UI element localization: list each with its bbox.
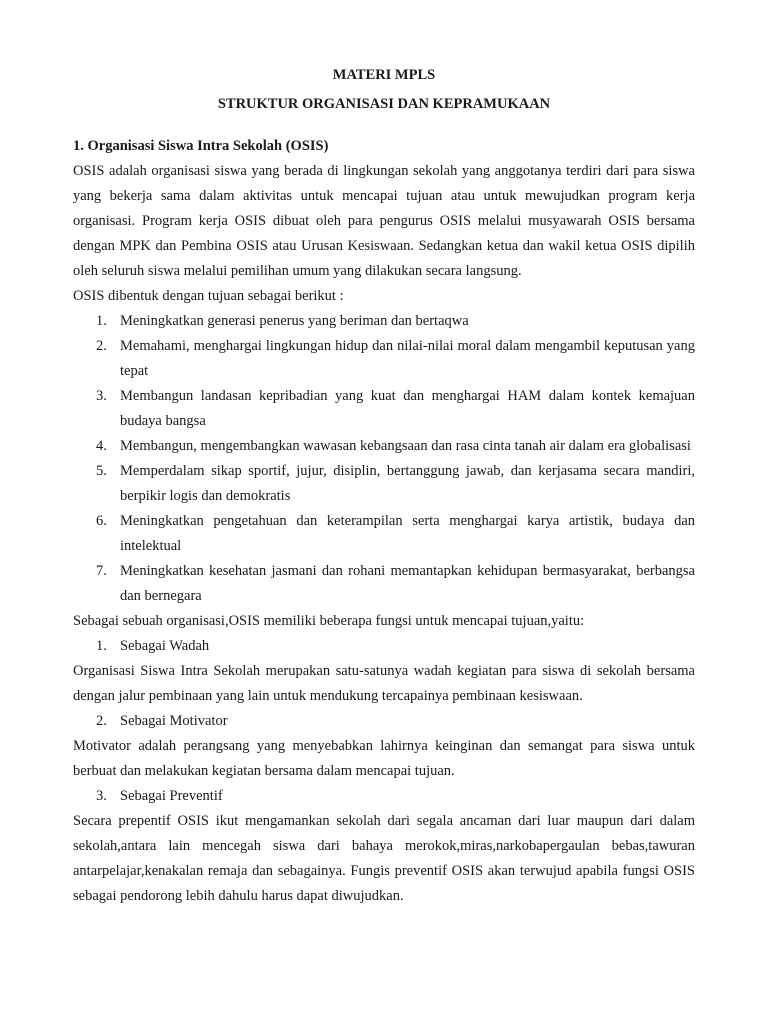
list-text: Meningkatkan pengetahuan dan keterampilan serta menghargai karya artistik, budaya dan intelektual bbox=[120, 513, 695, 554]
document-title: MATERI MPLS bbox=[332, 67, 436, 83]
function-item bbox=[73, 634, 695, 659]
functions-list-3 bbox=[73, 784, 695, 809]
list-text: Meningkatkan generasi penerus yang beriman dan bertaqwa bbox=[120, 313, 469, 329]
document-page bbox=[73, 0, 695, 909]
osis-intro-paragraph: OSIS adalah organisasi siswa yang berada di lingkungan sekolah yang anggotanya terdiri dari para siswa yang bekerja sama dalam aktivitas untuk mencapai tujuan atau untuk mewujudkan program kerja organisasi. Program kerja OSIS dibuat oleh para pengurus OSIS melalui musyawarah OSIS bersama dengan MPK dan Pembina OSIS atau Urusan Kesiswaan. Sedangkan ketua dan wakil ketua OSIS dipilih oleh seluruh siswa melalui pemilihan umum yang dilakukan secara langsung. bbox=[73, 163, 695, 279]
list-number: 4. bbox=[96, 438, 107, 454]
goals-lead: OSIS dibentuk dengan tujuan sebagai berikut : bbox=[73, 288, 344, 304]
function-name: Sebagai Preventif bbox=[120, 788, 223, 804]
list-item bbox=[73, 459, 695, 509]
functions-lead: Sebagai sebuah organisasi,OSIS memiliki beberapa fungsi untuk mencapai tujuan,yaitu: bbox=[73, 613, 585, 629]
list-number: 3. bbox=[96, 388, 107, 404]
functions-list-1 bbox=[73, 634, 695, 659]
function-description: Secara prepentif OSIS ikut mengamankan sekolah dari segala ancaman dari luar maupun dari dalam sekolah,antara lain mencegah siswa dari bahaya merokok,miras,narkobapergaulan bebas,tawuran antarpelajar,kenakalan remaja dan sebagainya. Fungis preventif OSIS akan terwujud apabila fungsi OSIS sebagai pendorong lebih dahulu harus dapat diwujudkan. bbox=[73, 813, 695, 904]
list-number: 3. bbox=[96, 788, 107, 804]
list-number: 6. bbox=[96, 513, 107, 529]
function-item bbox=[73, 709, 695, 734]
list-item bbox=[73, 559, 695, 609]
list-number: 2. bbox=[96, 338, 107, 354]
list-item bbox=[73, 309, 695, 334]
list-number: 2. bbox=[96, 713, 107, 729]
list-number: 1. bbox=[96, 313, 107, 329]
function-description: Organisasi Siswa Intra Sekolah merupakan satu-satunya wadah kegiatan para siswa di sekolah bersama dengan jalur pembinaan yang lain untuk mendukung tercapainya pembinaan kesiswaan. bbox=[73, 663, 695, 704]
list-text: Memahami, menghargai lingkungan hidup dan nilai-nilai moral dalam mengambil keputusan yang tepat bbox=[120, 338, 695, 379]
functions-list-2 bbox=[73, 709, 695, 734]
list-item bbox=[73, 434, 695, 459]
function-description: Motivator adalah perangsang yang menyebabkan lahirnya keinginan dan semangat para siswa untuk berbuat dan melakukan kegiatan bersama dalam mencapai tujuan. bbox=[73, 738, 695, 779]
section-heading: 1. Organisasi Siswa Intra Sekolah (OSIS) bbox=[73, 138, 329, 154]
function-name: Sebagai Motivator bbox=[120, 713, 228, 729]
list-number: 7. bbox=[96, 563, 107, 579]
list-text: Membangun landasan kepribadian yang kuat dan menghargai HAM dalam kontek kemajuan budaya bangsa bbox=[120, 388, 695, 429]
list-item bbox=[73, 334, 695, 384]
document-subtitle: STRUKTUR ORGANISASI DAN KEPRAMUKAAN bbox=[217, 96, 551, 112]
function-item bbox=[73, 784, 695, 809]
list-text: Memperdalam sikap sportif, jujur, disiplin, bertanggung jawab, dan kerjasama secara mandiri, berpikir logis dan demokratis bbox=[120, 463, 695, 504]
list-number: 1. bbox=[96, 638, 107, 654]
list-item bbox=[73, 509, 695, 559]
goals-list bbox=[73, 309, 695, 609]
list-text: Membangun, mengembangkan wawasan kebangsaan dan rasa cinta tanah air dalam era globalisasi bbox=[120, 438, 691, 454]
list-text: Meningkatkan kesehatan jasmani dan rohani memantapkan kehidupan bermasyarakat, berbangsa dan bernegara bbox=[120, 563, 695, 604]
function-name: Sebagai Wadah bbox=[120, 638, 210, 654]
list-number: 5. bbox=[96, 463, 107, 479]
list-item bbox=[73, 384, 695, 434]
